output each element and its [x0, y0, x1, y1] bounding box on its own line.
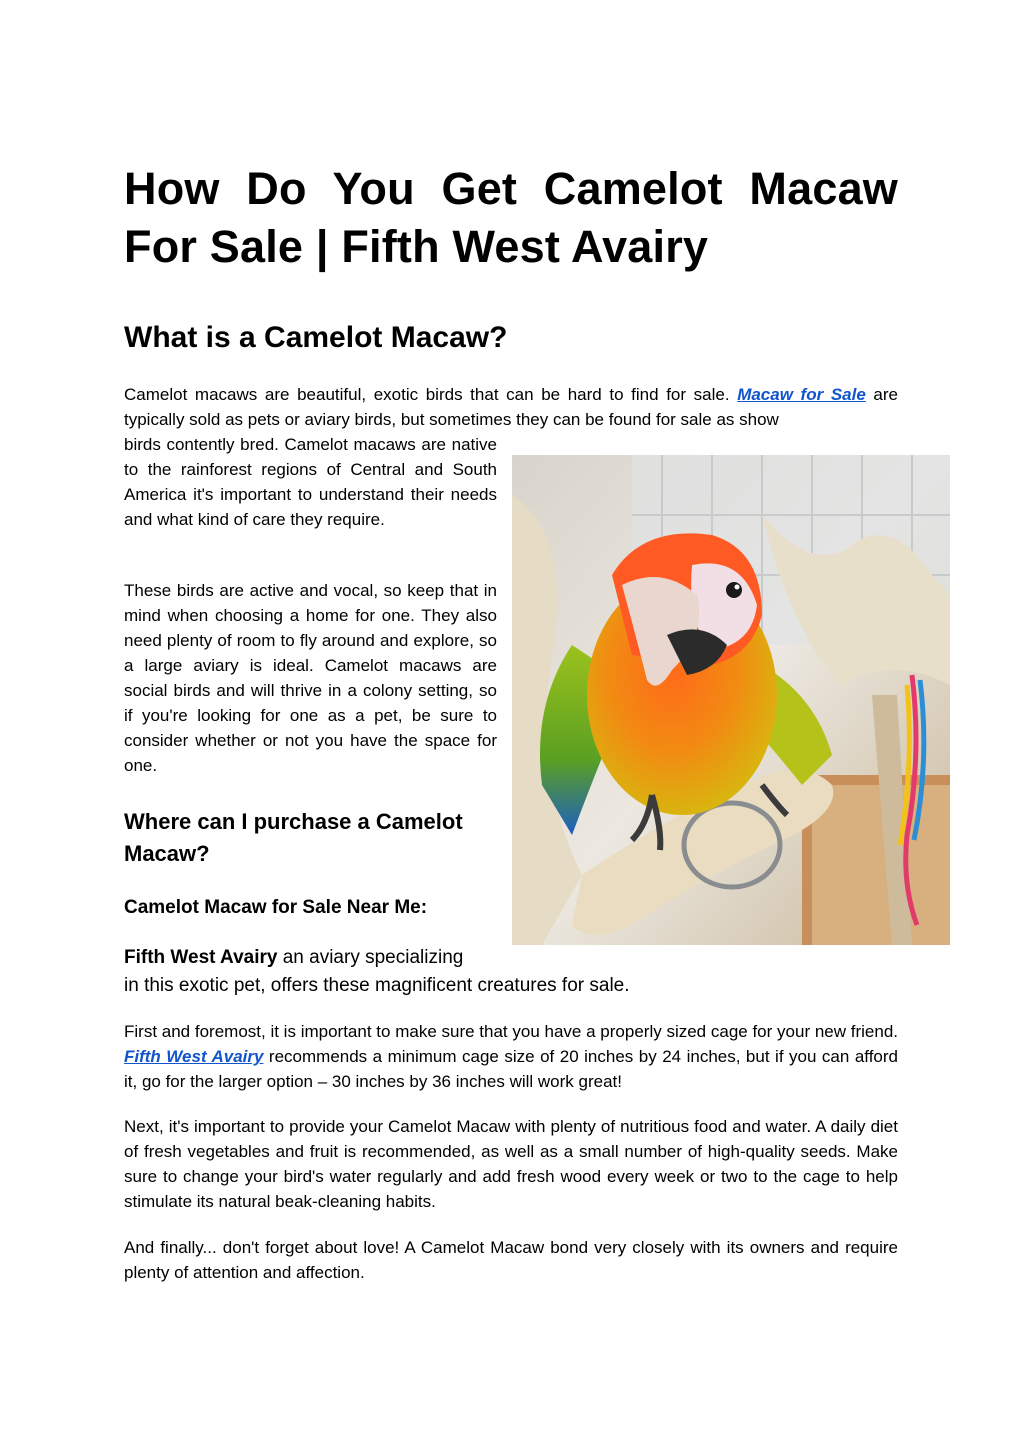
macaw-for-sale-link[interactable]: Macaw for Sale	[737, 385, 866, 404]
page-title	[124, 160, 898, 276]
cage-paragraph	[124, 1019, 898, 1094]
camelot-macaw-photo	[512, 455, 950, 945]
aviary-name: Fifth West Avairy	[124, 947, 278, 968]
page-title-line-2: For Sale | Fifth West Avairy	[124, 221, 709, 272]
cage-text-b: recommends a minimum cage size of 20 inches by 24 inches, but if you can afford it, go for the larger option – 30 inches by 36 inches will work great!	[124, 1047, 898, 1091]
macaw-illustration	[512, 455, 950, 945]
fifth-west-avairy-link[interactable]: Fifth West Avairy	[124, 1047, 264, 1066]
heading-where-purchase: Where can I purchase a Camelot Macaw?	[124, 809, 463, 866]
cage-text-a: First and foremost, it is important to make sure that you have a properly sized cage for your new friend.	[124, 1022, 898, 1041]
intro-text-b: are typically sold as pets or aviary birds, but sometimes they can be found for sale as show	[124, 385, 899, 429]
intro-line-wide	[124, 382, 898, 432]
heading-what-is: What is a Camelot Macaw?	[124, 321, 508, 354]
intro-text-a: Camelot macaws are beautiful, exotic birds that can be hard to find for sale.	[124, 385, 738, 404]
intro-text-c: birds contently bred. Camelot macaws are native to the rainforest regions of Central and South America it's important to understand their needs and what kind of care they require.	[124, 435, 497, 529]
love-paragraph: And finally... don't forget about love! A Camelot Macaw bond very closely with its owners and require plenty of attention and affection.	[124, 1238, 898, 1282]
aviary-paragraph	[124, 944, 898, 1000]
behavior-paragraph: These birds are active and vocal, so keep that in mind when choosing a home for one. They also need plenty of room to fly around and explore, so a large aviary is ideal. Camelot macaws are social birds and will thrive in a colony setting, so if you're looking for one as a pet, be sure to consider whether or not you have the space for one.	[124, 581, 497, 775]
diet-paragraph: Next, it's important to provide your Camelot Macaw with plenty of nutritious food and water. A daily diet of fresh vegetables and fruit is recommended, as well as a small number of high-quality seeds. Make sure to change your bird's water regularly and add fresh wood every week or two to the cage to help stimulate its natural beak-cleaning habits.	[124, 1117, 898, 1211]
heading-near-me: Camelot Macaw for Sale Near Me:	[124, 897, 428, 918]
aviary-text-b: in this exotic pet, offers these magnificent creatures for sale.	[124, 975, 630, 996]
aviary-text-a: an aviary specializing	[277, 947, 464, 968]
page-title-line-1: How Do You Get Camelot Macaw	[124, 163, 898, 214]
